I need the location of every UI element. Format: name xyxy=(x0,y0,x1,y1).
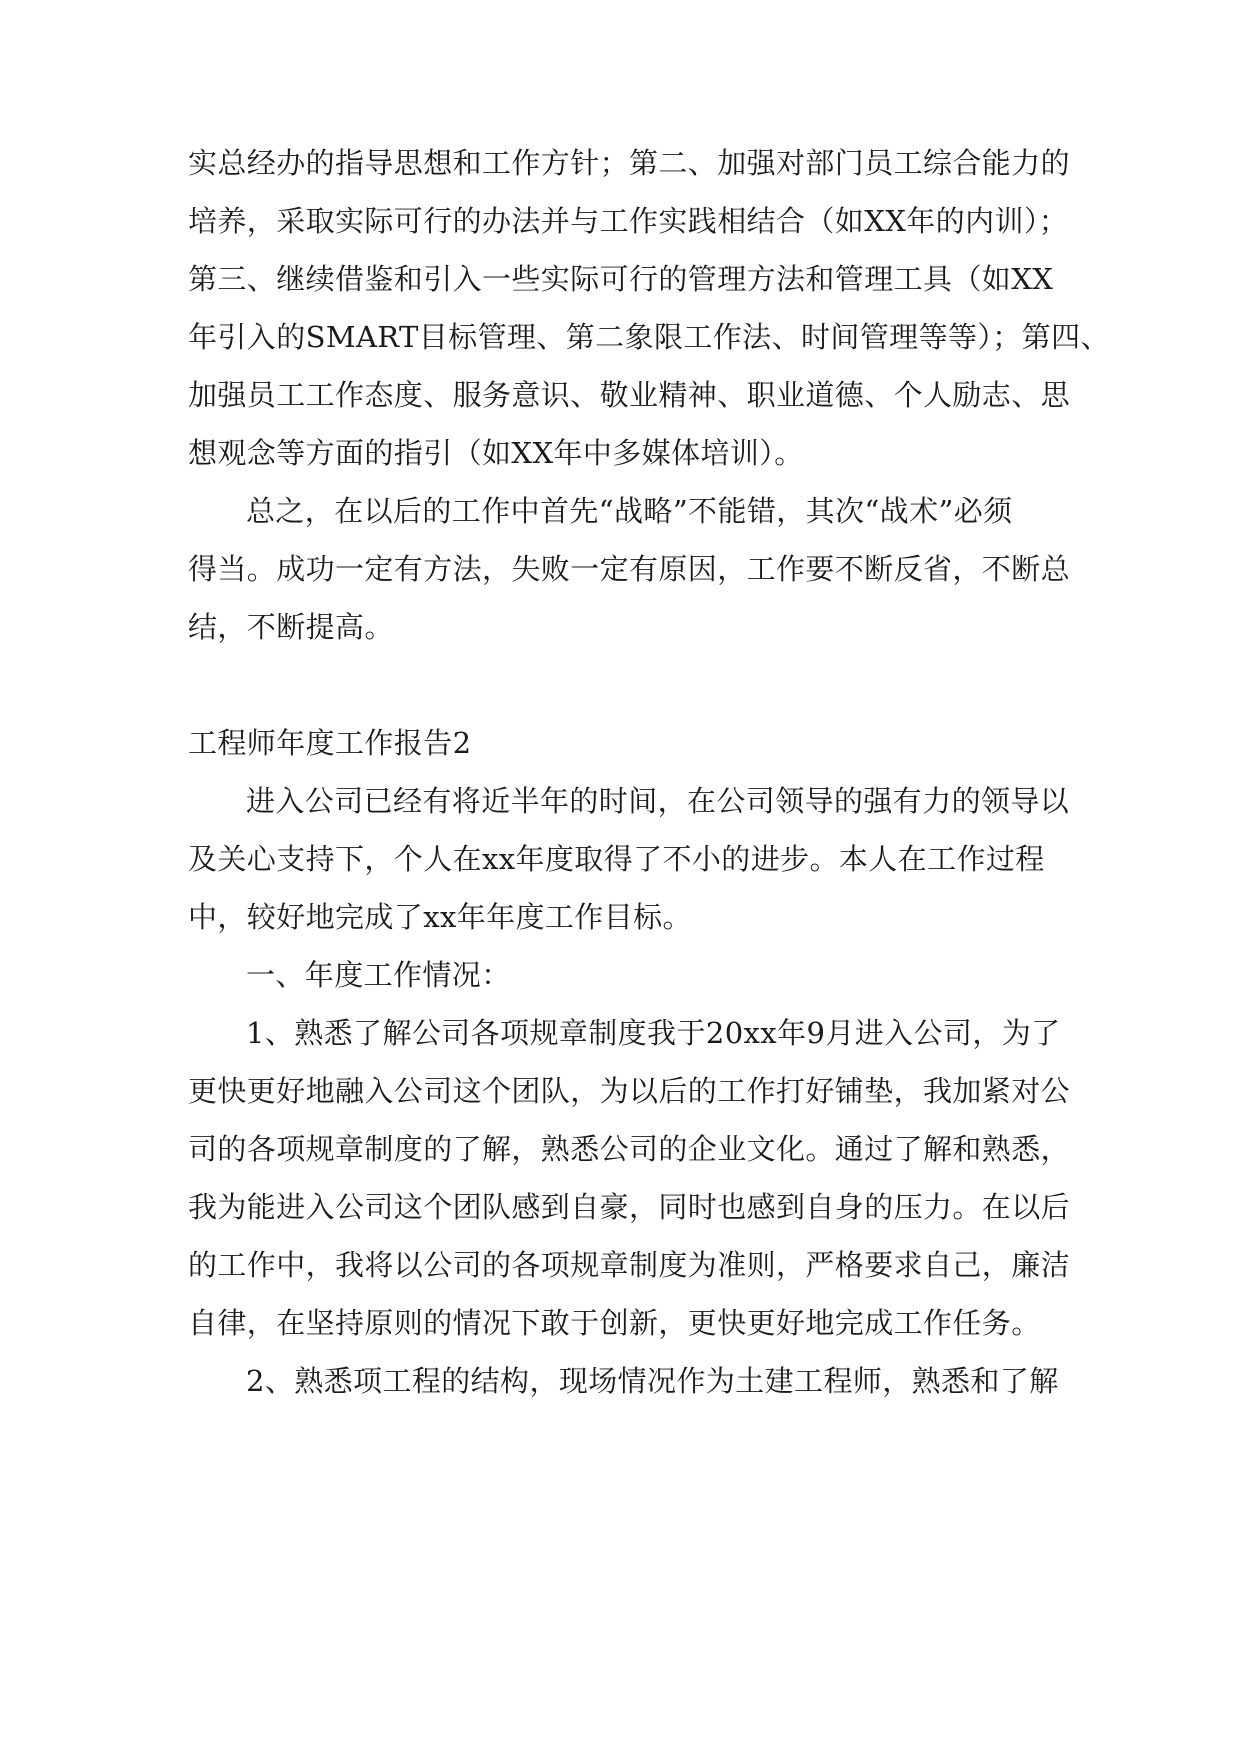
text-line: 进入公司已经有将近半年的时间，在公司领导的强有力的领导以 xyxy=(246,784,1070,818)
text-line: 的工作中，我将以公司的各项规章制度为准则，严格要求自己，廉洁 xyxy=(188,1248,1071,1282)
text-line: 总之，在以后的工作中首先“战略”不能错，其次“战术”必须 xyxy=(246,494,1013,528)
text-line: 中，较好地完成了xx年年度工作目标。 xyxy=(188,900,692,934)
text-line: 年引入的SMART目标管理、第二象限工作法、时间管理等等）；第四、 xyxy=(188,320,1110,354)
text-line: 结，不断提高。 xyxy=(188,610,394,644)
text-line: 2、熟悉项工程的结构，现场情况作为土建工程师，熟悉和了解 xyxy=(246,1364,1059,1398)
section-heading: 工程师年度工作报告2 xyxy=(188,726,472,760)
text-line: 第三、继续借鉴和引入一些实际可行的管理方法和管理工具（如XX xyxy=(188,262,1054,296)
text-line: 1、熟悉了解公司各项规章制度我于20xx年9月进入公司，为了 xyxy=(246,1016,1061,1050)
text-line: 得当。成功一定有方法，失败一定有原因，工作要不断反省，不断总 xyxy=(188,552,1071,586)
text-line: 实总经办的指导思想和工作方针；第二、加强对部门员工综合能力的 xyxy=(188,146,1071,180)
text-line: 我为能进入公司这个团队感到自豪，同时也感到自身的压力。在以后 xyxy=(188,1190,1071,1224)
subsection-heading: 一、年度工作情况： xyxy=(246,958,511,992)
text-line: 想观念等方面的指引（如XX年中多媒体培训）。 xyxy=(188,436,804,470)
text-line: 自律，在坚持原则的情况下敢于创新，更快更好地完成工作任务。 xyxy=(188,1306,1041,1340)
text-line: 及关心支持下，个人在xx年度取得了不小的进步。本人在工作过程 xyxy=(188,842,1045,876)
text-line: 司的各项规章制度的了解，熟悉公司的企业文化。通过了解和熟悉， xyxy=(188,1132,1071,1166)
text-line: 更快更好地融入公司这个团队，为以后的工作打好铺垫，我加紧对公 xyxy=(188,1074,1071,1108)
text-line: 培养，采取实际可行的办法并与工作实践相结合（如XX年的内训）； xyxy=(188,204,1069,238)
text-line: 加强员工工作态度、服务意识、敬业精神、职业道德、个人励志、思 xyxy=(188,378,1071,412)
